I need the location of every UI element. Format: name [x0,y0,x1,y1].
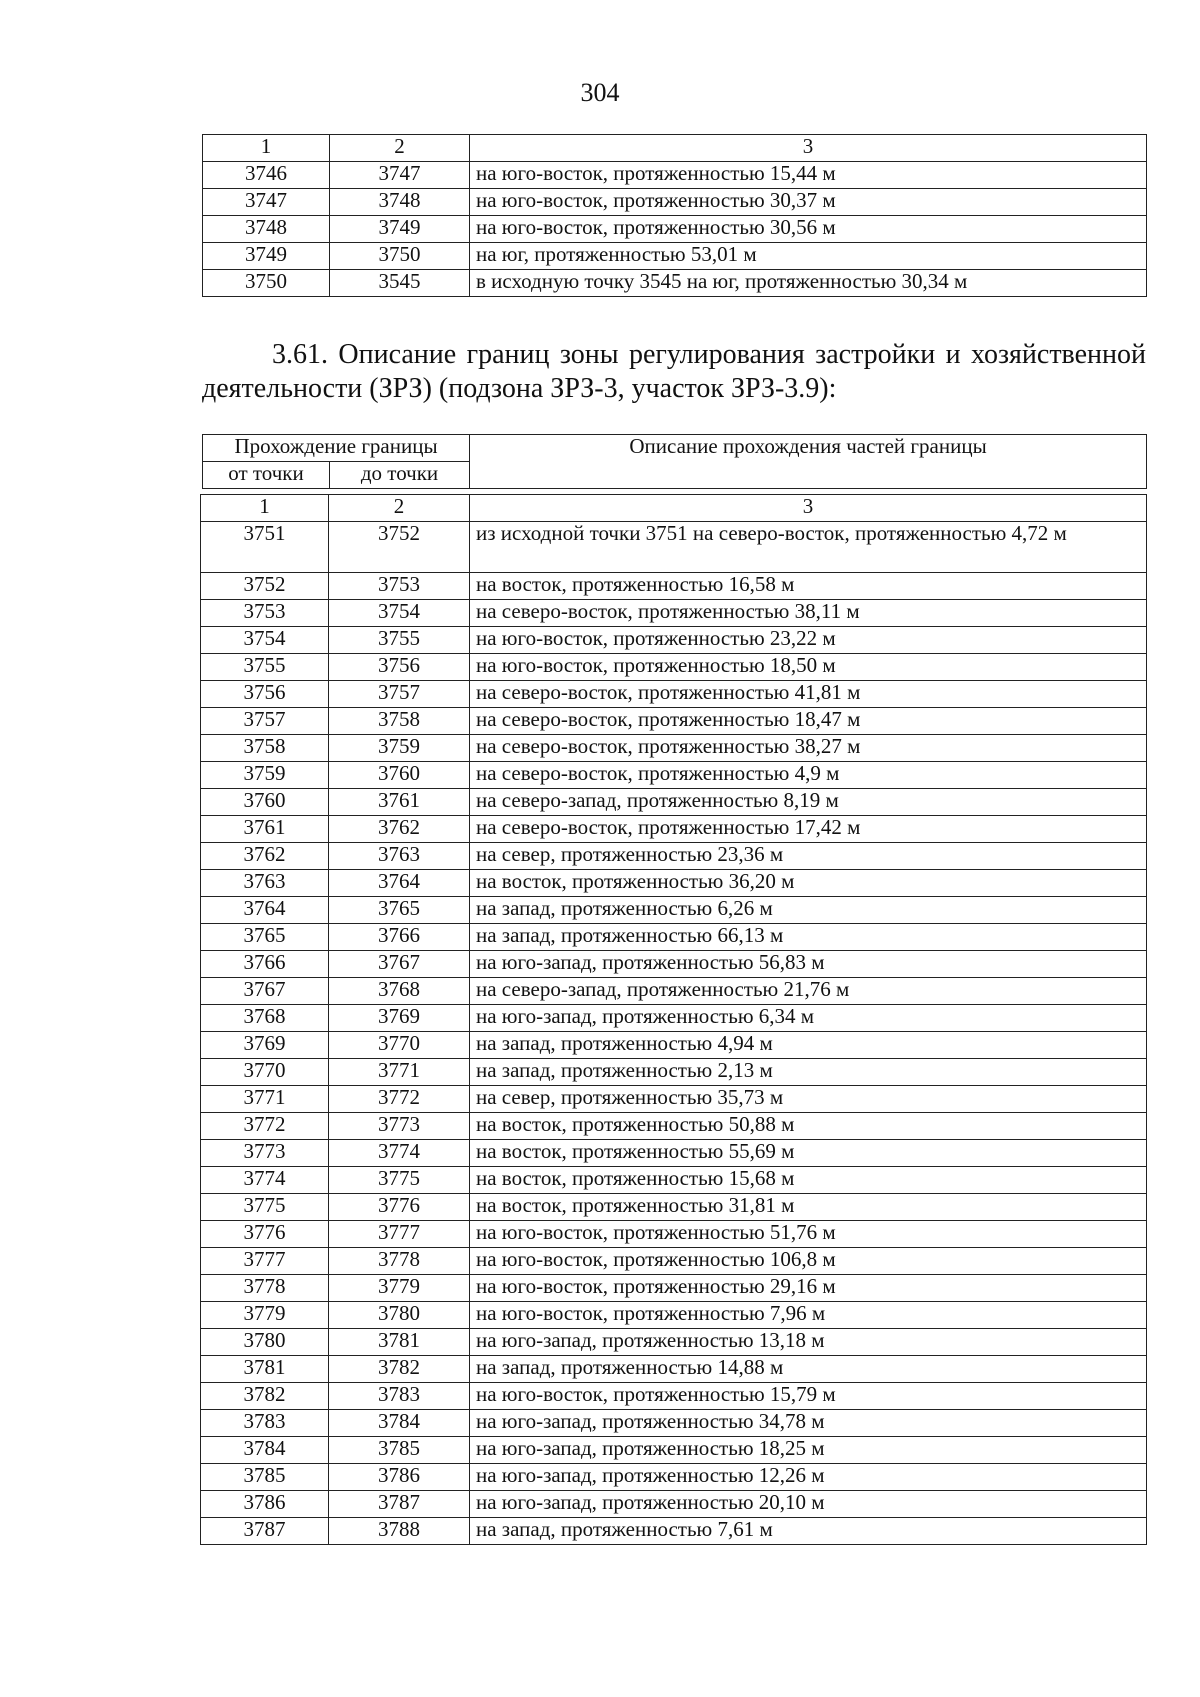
table-row [201,843,1147,870]
table-row [201,600,1147,627]
column-number: 2 [329,495,470,522]
to-point-cell: 3770 [329,1032,470,1059]
passage-header: Прохождение границы [203,435,470,462]
to-point-cell: 3753 [329,573,470,600]
column-number: 1 [201,495,329,522]
to-point-cell: 3766 [329,924,470,951]
to-point-cell: 3783 [329,1383,470,1410]
description-cell: на юго-запад, протяженностью 34,78 м [470,1410,1147,1437]
table-row [201,789,1147,816]
from-point-cell: 3777 [201,1248,329,1275]
from-point-cell: 3753 [201,600,329,627]
description-cell: на северо-восток, протяженностью 4,9 м [470,762,1147,789]
description-cell: на юго-восток, протяженностью 7,96 м [470,1302,1147,1329]
description-cell: на север, протяженностью 35,73 м [470,1086,1147,1113]
to-point-cell: 3765 [329,897,470,924]
table-row [201,1005,1147,1032]
description-cell: из исходной точки 3751 на северо-восток, протяженностью 4,72 м [470,522,1147,573]
description-cell: на восток, протяженностью 36,20 м [470,870,1147,897]
to-point-cell: 3758 [329,708,470,735]
table-row [201,924,1147,951]
boundary-table [200,494,1147,1545]
to-point-cell: 3545 [330,270,470,297]
from-point-cell: 3766 [201,951,329,978]
description-cell: на запад, протяженностью 6,26 м [470,897,1147,924]
from-point-cell: 3747 [203,189,330,216]
table-row [201,627,1147,654]
to-point-cell: 3787 [329,1491,470,1518]
description-cell: на северо-запад, протяженностью 21,76 м [470,978,1147,1005]
from-point-cell: 3765 [201,924,329,951]
column-number: 2 [330,135,470,162]
description-cell: в исходную точку 3545 на юг, протяженностью 30,34 м [470,270,1147,297]
description-cell: на северо-запад, протяженностью 8,19 м [470,789,1147,816]
column-number: 1 [203,135,330,162]
description-cell: на юго-запад, протяженностью 12,26 м [470,1464,1147,1491]
table-row [201,870,1147,897]
to-point-cell: 3788 [329,1518,470,1545]
to-point-cell: 3759 [329,735,470,762]
description-cell: на юго-восток, протяженностью 15,79 м [470,1383,1147,1410]
description-cell: на восток, протяженностью 15,68 м [470,1167,1147,1194]
description-cell: на северо-восток, протяженностью 18,47 м [470,708,1147,735]
to-point-cell: 3781 [329,1329,470,1356]
table-row [201,897,1147,924]
from-point-cell: 3771 [201,1086,329,1113]
from-point-cell: 3750 [203,270,330,297]
description-cell: на север, протяженностью 23,36 м [470,843,1147,870]
from-point-cell: 3786 [201,1491,329,1518]
from-point-cell: 3781 [201,1356,329,1383]
description-cell: на юго-запад, протяженностью 20,10 м [470,1491,1147,1518]
from-point-cell: 3782 [201,1383,329,1410]
to-point-cell: 3761 [329,789,470,816]
from-point-cell: 3780 [201,1329,329,1356]
description-cell: на юго-восток, протяженностью 51,76 м [470,1221,1147,1248]
to-point-cell: 3775 [329,1167,470,1194]
description-cell: на юго-восток, протяженностью 30,56 м [470,216,1147,243]
from-point-cell: 3759 [201,762,329,789]
table-row [203,243,1147,270]
description-cell: на юго-восток, протяженностью 23,22 м [470,627,1147,654]
table-row [201,654,1147,681]
to-point-cell: 3764 [329,870,470,897]
from-point-cell: 3755 [201,654,329,681]
to-point-cell: 3748 [330,189,470,216]
column-number-row [203,135,1147,162]
to-point-cell: 3771 [329,1059,470,1086]
from-point-cell: 3769 [201,1032,329,1059]
description-header: Описание прохождения частей границы [470,435,1147,489]
table-body [203,162,1147,297]
table-row [201,1329,1147,1356]
table-row [203,162,1147,189]
to-point-cell: 3762 [329,816,470,843]
to-point-cell: 3767 [329,951,470,978]
description-cell: на восток, протяженностью 16,58 м [470,573,1147,600]
from-point-cell: 3768 [201,1005,329,1032]
to-point-cell: 3749 [330,216,470,243]
from-point-header: от точки [203,462,330,489]
description-cell: на юго-восток, протяженностью 18,50 м [470,654,1147,681]
from-point-cell: 3778 [201,1275,329,1302]
from-point-cell: 3775 [201,1194,329,1221]
description-cell: на запад, протяженностью 66,13 м [470,924,1147,951]
from-point-cell: 3756 [201,681,329,708]
column-number: 3 [470,495,1147,522]
from-point-cell: 3760 [201,789,329,816]
to-point-cell: 3774 [329,1140,470,1167]
table-row [201,1410,1147,1437]
to-point-cell: 3756 [329,654,470,681]
table-row [201,1167,1147,1194]
description-cell: на северо-восток, протяженностью 41,81 м [470,681,1147,708]
table-row [201,1221,1147,1248]
to-point-cell: 3754 [329,600,470,627]
to-point-cell: 3784 [329,1410,470,1437]
to-point-cell: 3772 [329,1086,470,1113]
from-point-cell: 3764 [201,897,329,924]
from-point-cell: 3758 [201,735,329,762]
description-cell: на юго-восток, протяженностью 15,44 м [470,162,1147,189]
table-row [201,1518,1147,1545]
from-point-cell: 3751 [201,522,329,573]
to-point-cell: 3777 [329,1221,470,1248]
table-row [201,762,1147,789]
description-cell: на юго-запад, протяженностью 13,18 м [470,1329,1147,1356]
table-row [201,1032,1147,1059]
boundary-table-continued [202,134,1147,297]
to-point-cell: 3786 [329,1464,470,1491]
to-point-cell: 3763 [329,843,470,870]
table-row [201,1356,1147,1383]
description-cell: на восток, протяженностью 31,81 м [470,1194,1147,1221]
to-point-cell: 3782 [329,1356,470,1383]
to-point-cell: 3769 [329,1005,470,1032]
table-row [201,1113,1147,1140]
from-point-cell: 3772 [201,1113,329,1140]
to-point-cell: 3755 [329,627,470,654]
description-cell: на юго-запад, протяженностью 56,83 м [470,951,1147,978]
from-point-cell: 3776 [201,1221,329,1248]
table-row [201,573,1147,600]
to-point-cell: 3780 [329,1302,470,1329]
table-row [201,1140,1147,1167]
table-row [201,681,1147,708]
from-point-cell: 3761 [201,816,329,843]
table-row [201,522,1147,573]
from-point-cell: 3763 [201,870,329,897]
description-cell: на северо-восток, протяженностью 38,11 м [470,600,1147,627]
to-point-cell: 3773 [329,1113,470,1140]
to-point-cell: 3776 [329,1194,470,1221]
description-cell: на восток, протяженностью 55,69 м [470,1140,1147,1167]
from-point-cell: 3783 [201,1410,329,1437]
column-number-row [201,495,1147,522]
to-point-cell: 3778 [329,1248,470,1275]
table-row [203,189,1147,216]
from-point-cell: 3773 [201,1140,329,1167]
table-row [201,978,1147,1005]
description-cell: на юг, протяженностью 53,01 м [470,243,1147,270]
from-point-cell: 3779 [201,1302,329,1329]
description-cell: на юго-запад, протяженностью 6,34 м [470,1005,1147,1032]
from-point-cell: 3754 [201,627,329,654]
description-cell: на северо-восток, протяженностью 38,27 м [470,735,1147,762]
from-point-cell: 3762 [201,843,329,870]
table-row [201,951,1147,978]
to-point-cell: 3747 [330,162,470,189]
description-cell: на юго-восток, протяженностью 106,8 м [470,1248,1147,1275]
table-row [201,1194,1147,1221]
table-row [201,1059,1147,1086]
from-point-cell: 3748 [203,216,330,243]
to-point-header: до точки [330,462,470,489]
table-row [201,1302,1147,1329]
to-point-cell: 3785 [329,1437,470,1464]
section-heading: 3.61. Описание границ зоны регулирования застройки и хозяйственной деятельности (ЗРЗ) (подзона ЗРЗ-3, участок ЗРЗ-3.9): [202,339,1146,404]
to-point-cell: 3757 [329,681,470,708]
description-cell: на юго-восток, протяженностью 29,16 м [470,1275,1147,1302]
to-point-cell: 3768 [329,978,470,1005]
from-point-cell: 3785 [201,1464,329,1491]
from-point-cell: 3757 [201,708,329,735]
to-point-cell: 3779 [329,1275,470,1302]
from-point-cell: 3767 [201,978,329,1005]
table-row [201,1275,1147,1302]
table-row [201,1086,1147,1113]
from-point-cell: 3774 [201,1167,329,1194]
table-row [201,1491,1147,1518]
table-body [201,522,1147,1545]
table-row [203,270,1147,297]
description-cell: на юго-восток, протяженностью 30,37 м [470,189,1147,216]
from-point-cell: 3752 [201,573,329,600]
table-row [201,1437,1147,1464]
to-point-cell: 3760 [329,762,470,789]
description-cell: на юго-запад, протяженностью 18,25 м [470,1437,1147,1464]
page-number: 304 [580,78,620,107]
boundary-table-header [202,434,1147,489]
table-row [201,1464,1147,1491]
table-row [201,1248,1147,1275]
table-row [201,816,1147,843]
description-cell: на запад, протяженностью 14,88 м [470,1356,1147,1383]
description-cell: на северо-восток, протяженностью 17,42 м [470,816,1147,843]
table-row [201,708,1147,735]
description-cell: на запад, протяженностью 2,13 м [470,1059,1147,1086]
from-point-cell: 3787 [201,1518,329,1545]
description-cell: на запад, протяженностью 7,61 м [470,1518,1147,1545]
column-number: 3 [470,135,1147,162]
to-point-cell: 3752 [329,522,470,573]
from-point-cell: 3770 [201,1059,329,1086]
to-point-cell: 3750 [330,243,470,270]
from-point-cell: 3746 [203,162,330,189]
from-point-cell: 3749 [203,243,330,270]
table-row [201,735,1147,762]
description-cell: на восток, протяженностью 50,88 м [470,1113,1147,1140]
table-row [203,216,1147,243]
table-row [201,1383,1147,1410]
description-cell: на запад, протяженностью 4,94 м [470,1032,1147,1059]
from-point-cell: 3784 [201,1437,329,1464]
